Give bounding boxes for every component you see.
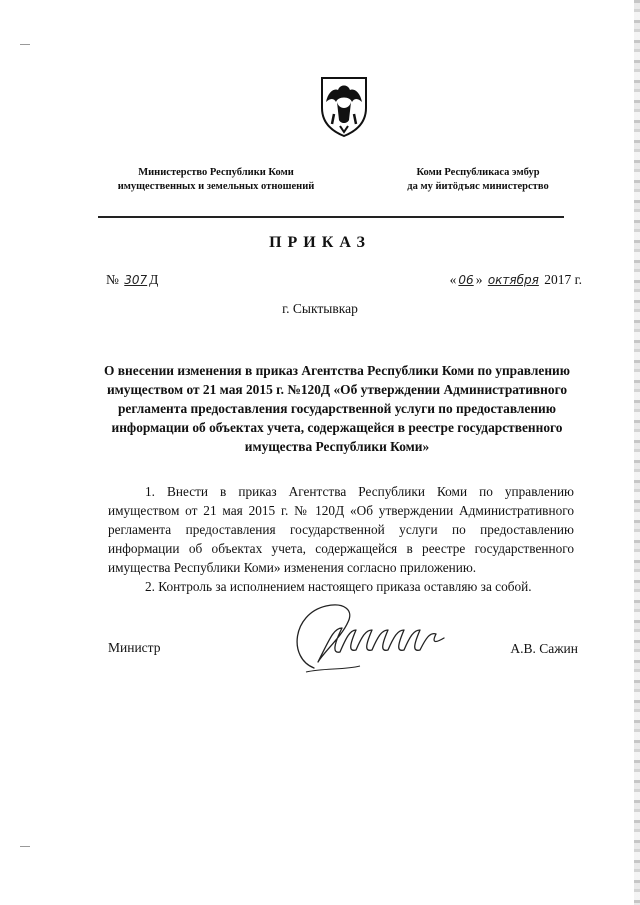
order-date: [450, 272, 582, 288]
date-year: 2017 г.: [544, 272, 582, 287]
scan-mark: [20, 846, 30, 847]
number-prefix: №: [106, 272, 119, 287]
order-subject: О внесении изменения в приказ Агентства Республики Коми по управлению имуществом от 21 мая 2015 г. №120Д «Об утверждении Административного регламента предоставления государственной услуги по предоставлению информации об объектах учета, содержащейся в реестре государственного имущества Республики Коми»: [104, 363, 570, 454]
paragraph: 2. Контроль за исполнением настоящего приказа оставляю за собой.: [145, 579, 532, 594]
document-title: ПРИКАЗ: [269, 234, 371, 251]
signatory-role: Министр: [108, 640, 161, 655]
scan-mark: [20, 44, 30, 45]
handwritten-signature: [284, 598, 464, 676]
paragraph: 1. Внести в приказ Агентства Республики Коми по управлению имуществом от 21 мая 2015 г. № 120Д «Об утверждении Административного регламента предоставления государственной услуги по предоставлению информации об объектах учета, содержащейся в реестре государственного имущества Республики Коми» изменения согласно приложению.: [108, 484, 574, 575]
city: г. Сыктывкар: [282, 301, 358, 316]
handwritten-number: 307: [124, 273, 148, 287]
ministry-komi-line: да му йитӧдъяс министерство: [407, 181, 549, 192]
ministry-name-russian: [98, 166, 334, 194]
order-body: [108, 482, 574, 596]
handwritten-month: октября: [487, 273, 539, 287]
ministry-komi-line: Коми Республикаса эмбур: [416, 167, 540, 178]
coat-of-arms-komi-icon: [318, 74, 370, 138]
header-divider: [98, 216, 564, 218]
date-open-quote: «: [449, 272, 457, 287]
scan-edge-artifact: [634, 0, 640, 905]
ministry-ru-line: имущественных и земельных отношений: [117, 181, 315, 192]
ministry-ru-line: Министерство Республики Коми: [138, 167, 294, 178]
handwritten-day: 06: [458, 273, 474, 287]
number-suffix: Д: [149, 272, 159, 287]
signatory-name: А.В. Сажин: [510, 641, 578, 656]
ministry-name-komi: [378, 166, 578, 194]
order-number: [106, 272, 158, 288]
date-close-quote: »: [475, 272, 483, 287]
